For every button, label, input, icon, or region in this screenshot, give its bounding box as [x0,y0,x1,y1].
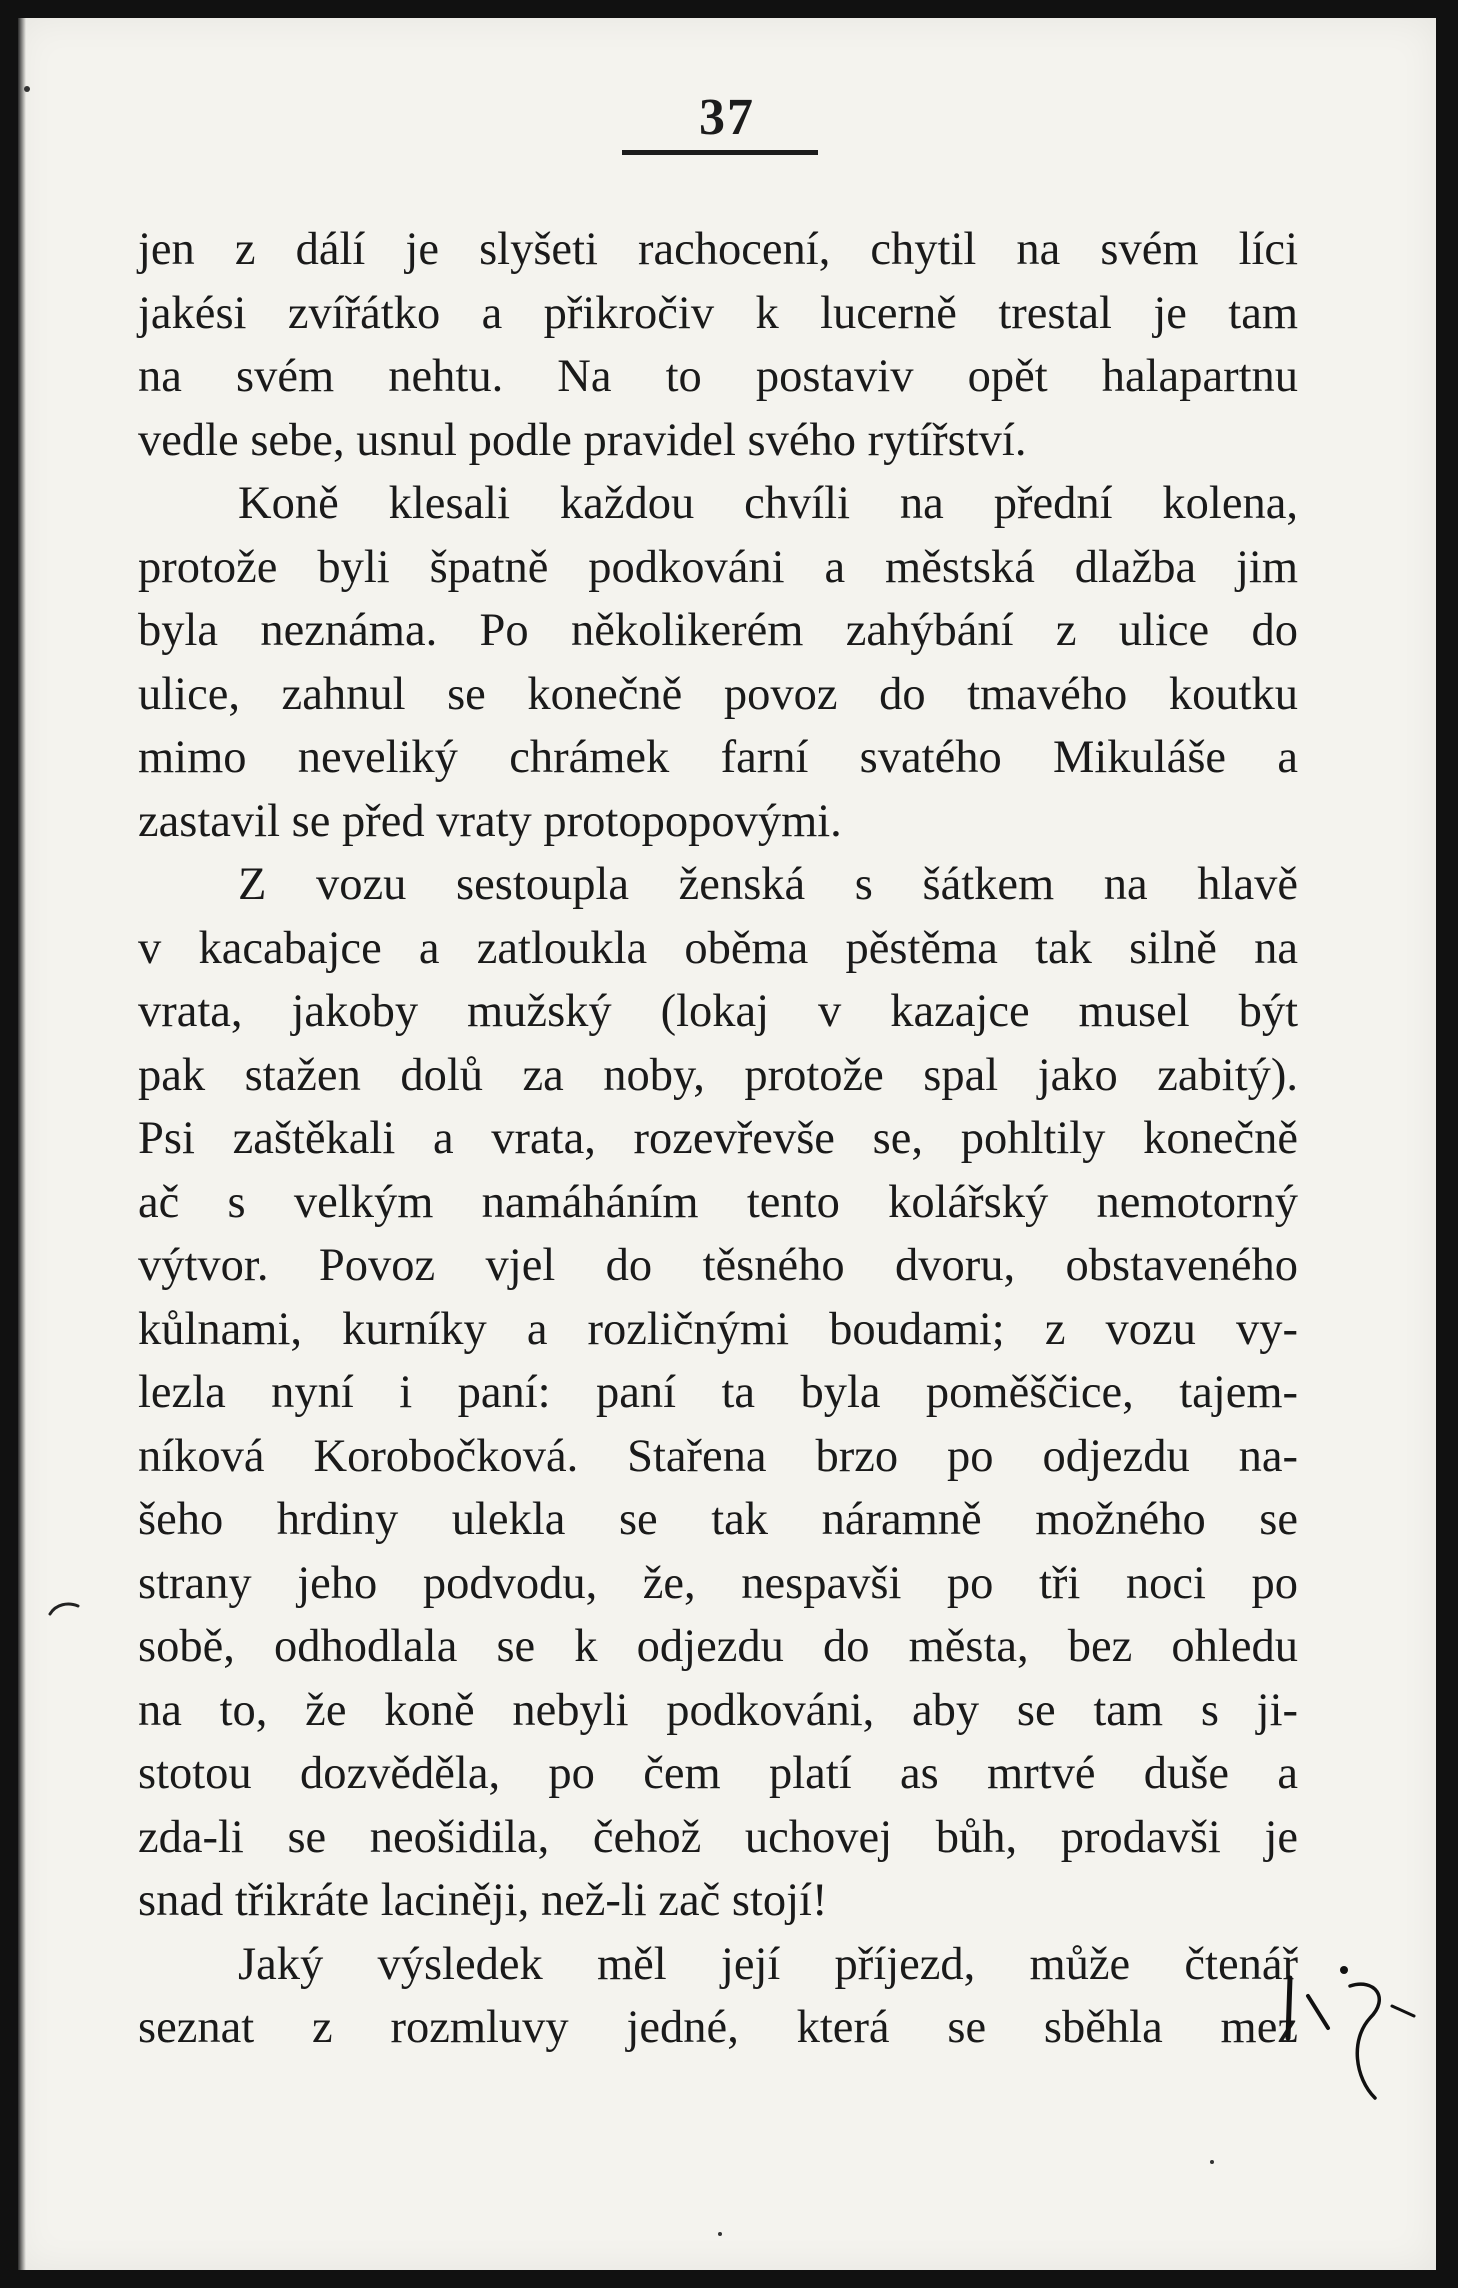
text-line: na svém nehtu. Na to postaviv opět halapartnu [138,351,1298,402]
paragraph-start-line: Jaký výsledek měl její příjezd, může čtenář [238,1938,1298,1990]
scan-speck [1210,2160,1214,2164]
paragraph-start-line: Koně klesali každou chvíli na přední kolena, [238,478,1298,529]
text-line: sobě, odhodlala se k odjezdu do města, bez ohledu [138,1621,1298,1672]
text-line: kůlnami, kurníky a rozličnými boudami; z vozu vy- [138,1303,1298,1355]
text-line: stotou dozvěděla, po čem platí as mrtvé duše a [138,1748,1298,1799]
text-line: pak stažen dolů za noby, protože spal jako zabitý). [138,1049,1298,1101]
margin-pencil-mark [46,1594,86,1624]
page-number: 37 [699,89,755,146]
text-line: seznat z rozmluvy jedné, která se sběhla mez [138,2002,1298,2053]
text-line: ulice, zahnul se konečně povoz do tmavého koutku [138,668,1298,720]
page-edge-shadow [18,18,26,2270]
scan-speck [718,2232,722,2236]
text-line: lezla nyní i paní: paní ta byla poměščice, tajem- [138,1367,1298,1418]
text-line: protože byli špatně podkováni a městská dlažba jim [138,541,1298,593]
text-line: šeho hrdiny ulekla se tak náramně možného se [138,1494,1298,1545]
text-line: vedle sebe, usnul podle pravidel svého rytířství. [138,414,1027,466]
text-line: snad třikráte laciněji, než-li zač stojí! [138,1875,828,1926]
text-line: vrata, jakoby mužský (lokaj v kazajce musel být [138,986,1298,1037]
book-page [18,18,1436,2270]
text-line: zda-li se neošidila, čehož uchovej bůh, prodavši je [138,1811,1298,1863]
text-line: mimo neveliký chrámek farní svatého Mikuláše a [138,732,1298,783]
handwritten-annotation [1280,1958,1430,2118]
text-line: zastavil se před vraty protopopovými. [138,795,842,847]
text-line: byla neznáma. Po několikerém zahýbání z ulice do [138,605,1298,656]
text-line: níková Korobočková. Stařena brzo po odjezdu na- [138,1430,1298,1482]
text-line: na to, že koně nebyli podkováni, aby se tam s ji- [138,1684,1298,1736]
scan-speck [24,86,30,92]
body-text [138,218,1298,2060]
text-line: výtvor. Povoz vjel do těsného dvoru, obstaveného [138,1240,1298,1291]
text-line: ač s velkým namáháním tento kolářský nemotorný [138,1176,1298,1228]
text-line: Psi zaštěkali a vrata, rozevřevše se, pohltily konečně [138,1113,1298,1164]
text-line: strany jeho podvodu, že, nespavši po tři noci po [138,1557,1298,1609]
text-line: jakési zvířátko a přikročiv k lucerně trestal je tam [138,287,1298,339]
paragraph-start-line: Z vozu sestoupla ženská s šátkem na hlavě [238,859,1298,910]
text-line: jen z dálí je slyšeti rachocení, chytil na svém líci [138,224,1298,275]
text-line: v kacabajce a zatloukla oběma pěstěma tak silně na [138,922,1298,974]
page-number-rule [622,150,818,155]
